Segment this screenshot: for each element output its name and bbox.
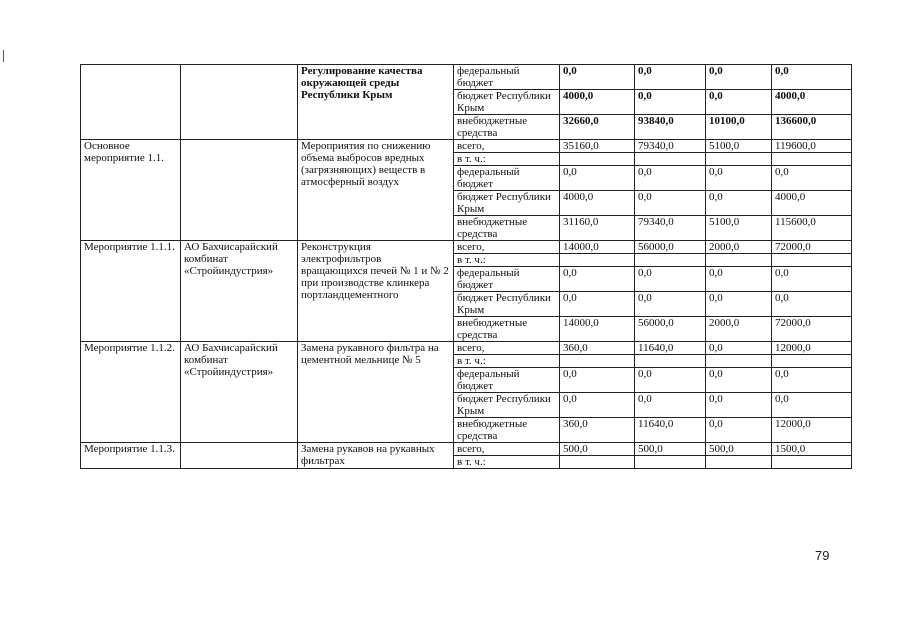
measure-name-cell: Регулирование качества окружающей среды Республики Крым — [298, 65, 454, 140]
amount-cell: 11640,0 — [635, 342, 706, 355]
amount-cell: 0,0 — [635, 292, 706, 317]
table-row — [81, 443, 852, 456]
amount-cell: 14000,0 — [560, 317, 635, 342]
amount-cell: 2000,0 — [706, 317, 772, 342]
funding-source-cell: в т. ч.: — [454, 254, 560, 267]
executor-cell — [181, 443, 298, 469]
funding-source-cell: внебюджетные средства — [454, 115, 560, 140]
margin-mark — [3, 50, 4, 62]
funding-table — [80, 64, 852, 469]
amount-cell: 0,0 — [635, 90, 706, 115]
amount-cell — [635, 355, 706, 368]
amount-cell: 14000,0 — [560, 241, 635, 254]
funding-source-cell: всего, — [454, 342, 560, 355]
amount-cell: 72000,0 — [772, 317, 852, 342]
amount-cell: 0,0 — [772, 368, 852, 393]
amount-cell: 4000,0 — [560, 191, 635, 216]
amount-cell: 136600,0 — [772, 115, 852, 140]
amount-cell: 4000,0 — [772, 191, 852, 216]
funding-source-cell: бюджет Республики Крым — [454, 90, 560, 115]
table-row — [81, 342, 852, 355]
measure-name-cell: Замена рукавного фильтра на цементной мельнице № 5 — [298, 342, 454, 443]
amount-cell: 1500,0 — [772, 443, 852, 456]
amount-cell: 0,0 — [706, 267, 772, 292]
amount-cell: 0,0 — [706, 166, 772, 191]
table-row — [81, 140, 852, 153]
amount-cell: 0,0 — [635, 191, 706, 216]
measure-name-cell: Замена рукавов на рукавных фильтрах — [298, 443, 454, 469]
amount-cell: 500,0 — [635, 443, 706, 456]
amount-cell: 0,0 — [706, 191, 772, 216]
section-id-cell — [81, 65, 181, 140]
funding-source-cell: бюджет Республики Крым — [454, 191, 560, 216]
executor-cell — [181, 140, 298, 241]
amount-cell: 32660,0 — [560, 115, 635, 140]
amount-cell: 0,0 — [560, 166, 635, 191]
amount-cell: 11640,0 — [635, 418, 706, 443]
amount-cell: 0,0 — [772, 267, 852, 292]
amount-cell — [635, 456, 706, 469]
amount-cell: 31160,0 — [560, 216, 635, 241]
executor-cell: АО Бахчисарайский комбинат «Стройиндустрия» — [181, 241, 298, 342]
amount-cell: 0,0 — [706, 393, 772, 418]
measure-name-cell: Мероприятия по снижению объема выбросов вредных (загрязняющих) веществ в атмосферный воздух — [298, 140, 454, 241]
funding-source-cell: федеральный бюджет — [454, 368, 560, 393]
amount-cell: 0,0 — [706, 65, 772, 90]
section-id-cell: Мероприятие 1.1.2. — [81, 342, 181, 443]
amount-cell: 119600,0 — [772, 140, 852, 153]
amount-cell: 72000,0 — [772, 241, 852, 254]
amount-cell — [772, 254, 852, 267]
amount-cell — [560, 153, 635, 166]
amount-cell: 0,0 — [772, 65, 852, 90]
funding-source-cell: бюджет Республики Крым — [454, 292, 560, 317]
table-row — [81, 241, 852, 254]
amount-cell: 0,0 — [772, 292, 852, 317]
amount-cell: 12000,0 — [772, 418, 852, 443]
funding-source-cell: федеральный бюджет — [454, 267, 560, 292]
amount-cell: 360,0 — [560, 342, 635, 355]
amount-cell — [635, 153, 706, 166]
amount-cell: 4000,0 — [560, 90, 635, 115]
funding-source-cell: в т. ч.: — [454, 355, 560, 368]
amount-cell: 79340,0 — [635, 216, 706, 241]
amount-cell — [772, 153, 852, 166]
funding-source-cell: всего, — [454, 241, 560, 254]
funding-source-cell: федеральный бюджет — [454, 65, 560, 90]
executor-cell: АО Бахчисарайский комбинат «Стройиндустрия» — [181, 342, 298, 443]
amount-cell: 35160,0 — [560, 140, 635, 153]
funding-source-cell: всего, — [454, 443, 560, 456]
amount-cell: 500,0 — [706, 443, 772, 456]
section-id-cell: Основное мероприятие 1.1. — [81, 140, 181, 241]
amount-cell: 0,0 — [706, 368, 772, 393]
amount-cell: 0,0 — [560, 267, 635, 292]
funding-source-cell: бюджет Республики Крым — [454, 393, 560, 418]
amount-cell: 0,0 — [635, 267, 706, 292]
funding-source-cell: в т. ч.: — [454, 153, 560, 166]
page-number: 79 — [815, 548, 830, 563]
amount-cell: 0,0 — [635, 166, 706, 191]
amount-cell: 5100,0 — [706, 216, 772, 241]
funding-source-cell: всего, — [454, 140, 560, 153]
amount-cell: 56000,0 — [635, 317, 706, 342]
amount-cell: 0,0 — [635, 393, 706, 418]
amount-cell: 0,0 — [560, 368, 635, 393]
amount-cell: 360,0 — [560, 418, 635, 443]
funding-source-cell: внебюджетные средства — [454, 317, 560, 342]
amount-cell: 0,0 — [706, 418, 772, 443]
amount-cell — [706, 153, 772, 166]
amount-cell: 0,0 — [772, 393, 852, 418]
amount-cell: 12000,0 — [772, 342, 852, 355]
amount-cell: 5100,0 — [706, 140, 772, 153]
amount-cell — [560, 355, 635, 368]
amount-cell — [706, 254, 772, 267]
amount-cell: 0,0 — [635, 65, 706, 90]
funding-source-cell: внебюджетные средства — [454, 216, 560, 241]
funding-source-cell: внебюджетные средства — [454, 418, 560, 443]
amount-cell: 4000,0 — [772, 90, 852, 115]
amount-cell: 0,0 — [706, 292, 772, 317]
funding-source-cell: в т. ч.: — [454, 456, 560, 469]
amount-cell: 0,0 — [560, 393, 635, 418]
measure-name-cell: Реконструкция электрофильтров вращающихся печей № 1 и № 2 при производстве клинкера портландцементного — [298, 241, 454, 342]
amount-cell: 0,0 — [706, 90, 772, 115]
section-id-cell: Мероприятие 1.1.3. — [81, 443, 181, 469]
table-row — [81, 65, 852, 90]
amount-cell — [560, 254, 635, 267]
amount-cell — [560, 456, 635, 469]
amount-cell: 2000,0 — [706, 241, 772, 254]
amount-cell — [706, 355, 772, 368]
section-id-cell: Мероприятие 1.1.1. — [81, 241, 181, 342]
amount-cell: 115600,0 — [772, 216, 852, 241]
executor-cell — [181, 65, 298, 140]
funding-source-cell: федеральный бюджет — [454, 166, 560, 191]
amount-cell: 79340,0 — [635, 140, 706, 153]
amount-cell — [772, 355, 852, 368]
amount-cell: 0,0 — [560, 65, 635, 90]
amount-cell: 0,0 — [706, 342, 772, 355]
amount-cell — [706, 456, 772, 469]
amount-cell: 0,0 — [635, 368, 706, 393]
amount-cell: 0,0 — [560, 292, 635, 317]
amount-cell: 56000,0 — [635, 241, 706, 254]
amount-cell: 10100,0 — [706, 115, 772, 140]
amount-cell: 500,0 — [560, 443, 635, 456]
amount-cell — [635, 254, 706, 267]
amount-cell: 0,0 — [772, 166, 852, 191]
amount-cell — [772, 456, 852, 469]
amount-cell: 93840,0 — [635, 115, 706, 140]
